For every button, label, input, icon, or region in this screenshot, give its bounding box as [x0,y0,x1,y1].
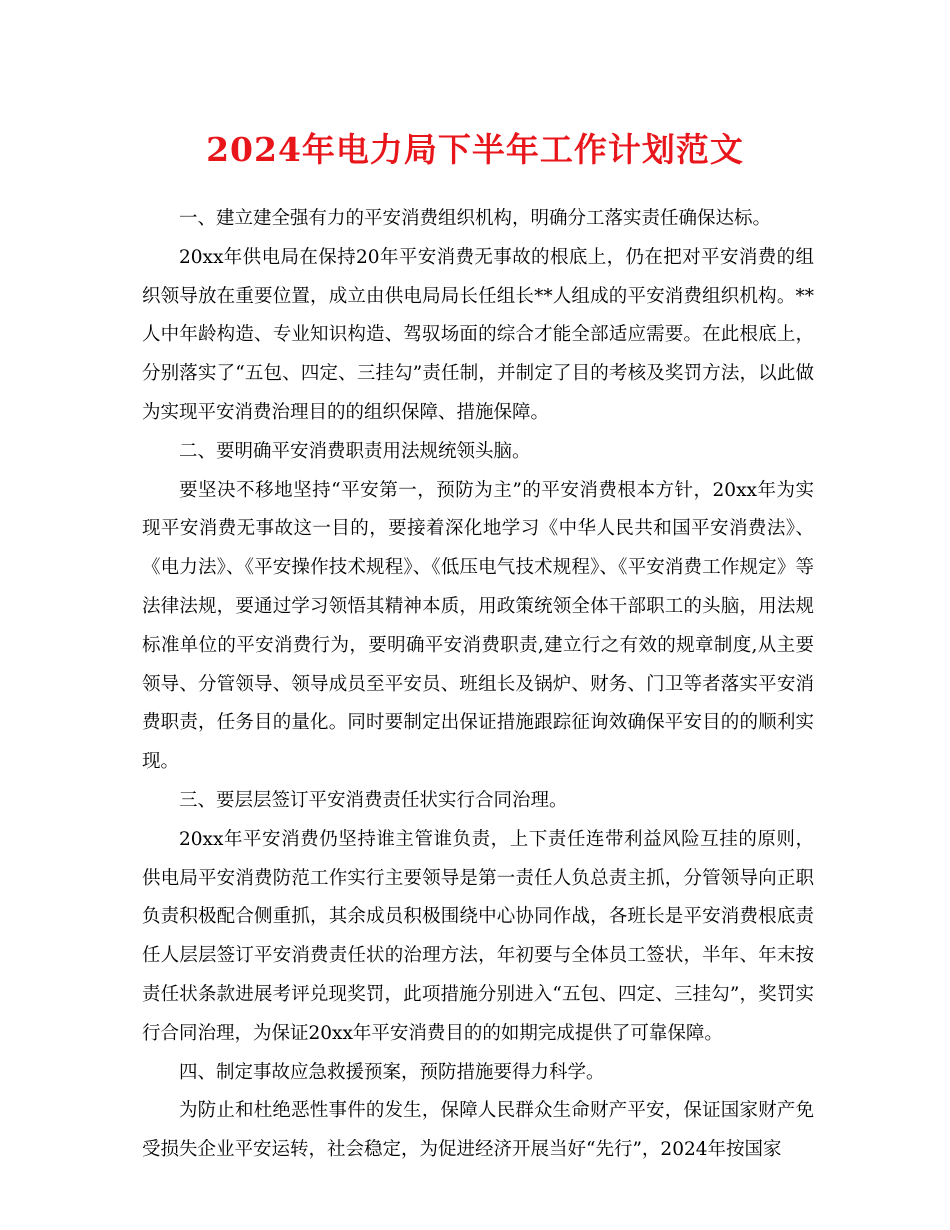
paragraph-1: 20xx年供电局在保持20年平安消费无事故的根底上，仍在把对平安消费的组织领导放在重要位置，成立由供电局局长任组长**人组成的平安消费组织机构。**人中年龄构造、专业知识构造、驾驭场面的综合才能全部适应需要。在此根底上，分别落实了“五包、四定、三挂勾”责任制，并制定了目的考核及奖罚方法，以此做为实现平安消费治理目的的组织保障、措施保障。 [142,246,814,423]
section-heading-3: 三、要层层签订平安消费责任状实行合同治理。 [179,789,568,811]
document-body [142,200,814,1170]
section-heading-2: 二、要明确平安消费职责用法规统领头脑。 [179,440,531,462]
section-heading-4: 四、制定事故应急救援预案，预防措施要得力科学。 [179,1061,605,1083]
paragraph-4: 为防止和杜绝恶性事件的发生，保障人民群众生命财产平安，保证国家财产免受损失企业平安运转，社会稳定，为促进经济开展当好“先行”，2024年按国家 [142,1100,814,1161]
paragraph-3: 20xx年平安消费仍坚持谁主管谁负责，上下责任连带利益风险互挂的原则，供电局平安消费防范工作实行主要领导是第一责任人负总责主抓，分管领导向正职负责积极配合侧重抓，其余成员积极围绕中心协同作战，各班长是平安消费根底责任人层层签订平安消费责任状的治理方法，年初要与全体员工签状，半年、年末按责任状条款进展考评兑现奖罚，此项措施分别进入“五包、四定、三挂勾”，奖罚实行合同治理，为保证20xx年平安消费目的的如期完成提供了可靠保障。 [142,828,814,1044]
section-heading-1: 一、建立建全强有力的平安消费组织机构，明确分工落实责任确保达标。 [179,208,772,229]
paragraph-2: 要坚决不移地坚持“平安第一，预防为主”的平安消费根本方针，20xx年为实现平安消费无事故这一目的，要接着深化地学习《中华人民共和国平安消费法》、《电力法》、《平安操作技术规程》、《低压电气技术规程》、《平安消费工作规定》等法律法规，要通过学习领悟其精神本质，用政策统领全体干部职工的头脑，用法规标准单位的平安消费行为，要明确平安消费职责,建立行之有效的规章制度,从主要领导、分管领导、领导成员至平安员、班组长及锅炉、财务、门卫等者落实平安消费职责，任务目的量化。同时要制定出保证措施跟踪征询效确保平安目的的顺利实现。 [142,479,814,773]
document-title: 2024年电力局下半年工作计划范文 [206,130,744,169]
